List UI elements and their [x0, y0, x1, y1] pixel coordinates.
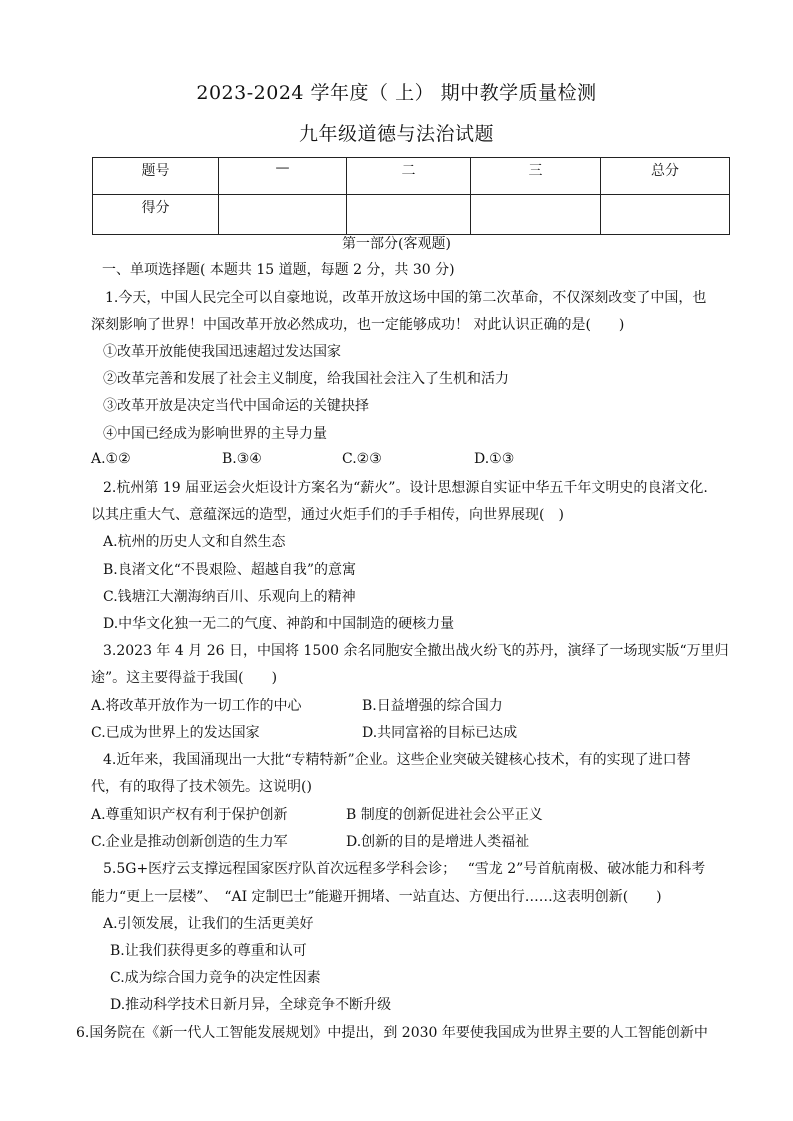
question-3-option-b[interactable]: B.日益增强的综合国力 — [362, 698, 503, 714]
question-4-stem: 4.近年来，我国涌现出一大批“专精特新”企业。这些企业突破关键核心技术，有的实现了进口替 — [103, 752, 691, 768]
question-6-stem: 6.国务院在《新一代人工智能发展规划》中提出，到 2030 年要使我国成为世界主要的人工智能创新中 — [76, 1025, 708, 1041]
score-row-label: 得分 — [93, 195, 219, 235]
question-1-option-a[interactable]: A.①② — [91, 451, 131, 467]
question-4-stem: 代，有的取得了技术领先。这说明() — [91, 779, 312, 795]
question-3-stem: 3.2023 年 4 月 26 日，中国将 1500 余名同胞安全撤出战火纷飞的苏丹，演绎了一场现实版“万里归 — [103, 643, 729, 659]
question-2-option-b[interactable]: B.良渚文化“不畏艰险、超越自我”的意寓 — [103, 562, 357, 578]
score-table-header-row — [93, 158, 730, 195]
question-5-option-d[interactable]: D.推动科学技术日新月异，全球竞争不断升级 — [110, 997, 392, 1013]
question-4-option-a[interactable]: A.尊重知识产权有利于保护创新 — [91, 807, 288, 823]
question-3-stem: 途”。这主要得益于我国( ) — [91, 670, 278, 686]
score-header-cell: 二 — [347, 158, 471, 195]
question-2-option-d[interactable]: D.中华文化独一无二的气度、神韵和中国制造的硬核力量 — [103, 616, 455, 632]
question-5-option-a[interactable]: A.引领发展，让我们的生活更美好 — [103, 916, 314, 932]
question-1-option-c[interactable]: C.②③ — [342, 451, 382, 467]
question-4-option-c[interactable]: C.企业是推动创新创造的生力军 — [91, 834, 288, 850]
question-2-option-c[interactable]: C.钱塘江大潮海纳百川、乐观向上的精神 — [103, 589, 356, 605]
question-5-stem: 能力“更上一层楼”、 “AI 定制巴士”能避开拥堵、一站直达、方便出行……这表明创新( ) — [91, 889, 662, 905]
exam-title: 2023-2024 学年度（ 上） 期中教学质量检测 — [196, 82, 597, 104]
question-2-option-a[interactable]: A.杭州的历史人文和自然生态 — [103, 534, 286, 550]
score-cell-empty[interactable] — [219, 195, 347, 235]
question-4-option-b[interactable]: B 制度的创新促进社会公平正义 — [346, 807, 543, 823]
question-3-option-d[interactable]: D.共同富裕的目标已达成 — [362, 725, 518, 741]
section-title: 第一部分(客观题) — [342, 236, 451, 252]
question-2-stem: 2.杭州第 19 届亚运会火炬设计方案名为“薪火”。设计思想源自实证中华五千年文明史的良渚文化. — [103, 480, 708, 496]
question-5-stem: 5.5G+医疗云支撑远程国家医疗队首次远程多学科会诊； “雪龙 2”号首航南极、破冰能力和科考 — [103, 861, 706, 877]
exam-subtitle: 九年级道德与法治试题 — [298, 123, 494, 145]
question-1-option-b[interactable]: B.③④ — [222, 451, 262, 467]
question-1-item: ④中国已经成为影响世界的主导力量 — [103, 426, 327, 442]
question-1-item: ①改革开放能使我国迅速超过发达国家 — [103, 344, 341, 360]
score-header-cell: 题号 — [93, 158, 219, 195]
question-5-option-b[interactable]: B.让我们获得更多的尊重和认可 — [110, 943, 307, 959]
question-1-stem: 1.今天，中国人民完全可以自豪地说，改革开放这场中国的第二次革命，不仅深刻改变了中国，也 — [105, 290, 707, 306]
question-1-option-d[interactable]: D.①③ — [474, 451, 515, 467]
question-1-item: ③改革开放是决定当代中国命运的关键抉择 — [103, 398, 369, 414]
question-1-item: ②改革完善和发展了社会主义制度，给我国社会注入了生机和活力 — [103, 371, 509, 387]
question-2-stem: 以其庄重大气、意蕴深远的造型，通过火炬手们的手手相传，向世界展现( ) — [91, 507, 564, 523]
score-cell-empty[interactable] — [471, 195, 601, 235]
score-header-cell: 总分 — [601, 158, 730, 195]
question-3-option-a[interactable]: A.将改革开放作为一切工作的中心 — [91, 698, 302, 714]
score-table — [92, 157, 730, 235]
question-3-option-c[interactable]: C.已成为世界上的发达国家 — [91, 725, 260, 741]
question-1-stem: 深刻影响了世界！中国改革开放必然成功，也一定能够成功！ 对此认识正确的是( ) — [91, 317, 625, 333]
score-table-score-row — [93, 195, 730, 235]
score-header-cell: 三 — [471, 158, 601, 195]
score-cell-empty[interactable] — [347, 195, 471, 235]
part-heading: 一、单项选择题( 本题共 15 道题，每题 2 分，共 30 分) — [102, 262, 455, 278]
score-header-cell: — — [219, 158, 347, 195]
question-5-option-c[interactable]: C.成为综合国力竞争的决定性因素 — [110, 970, 321, 986]
score-cell-empty[interactable] — [601, 195, 730, 235]
question-4-option-d[interactable]: D.创新的目的是增进人类福祉 — [346, 834, 530, 850]
